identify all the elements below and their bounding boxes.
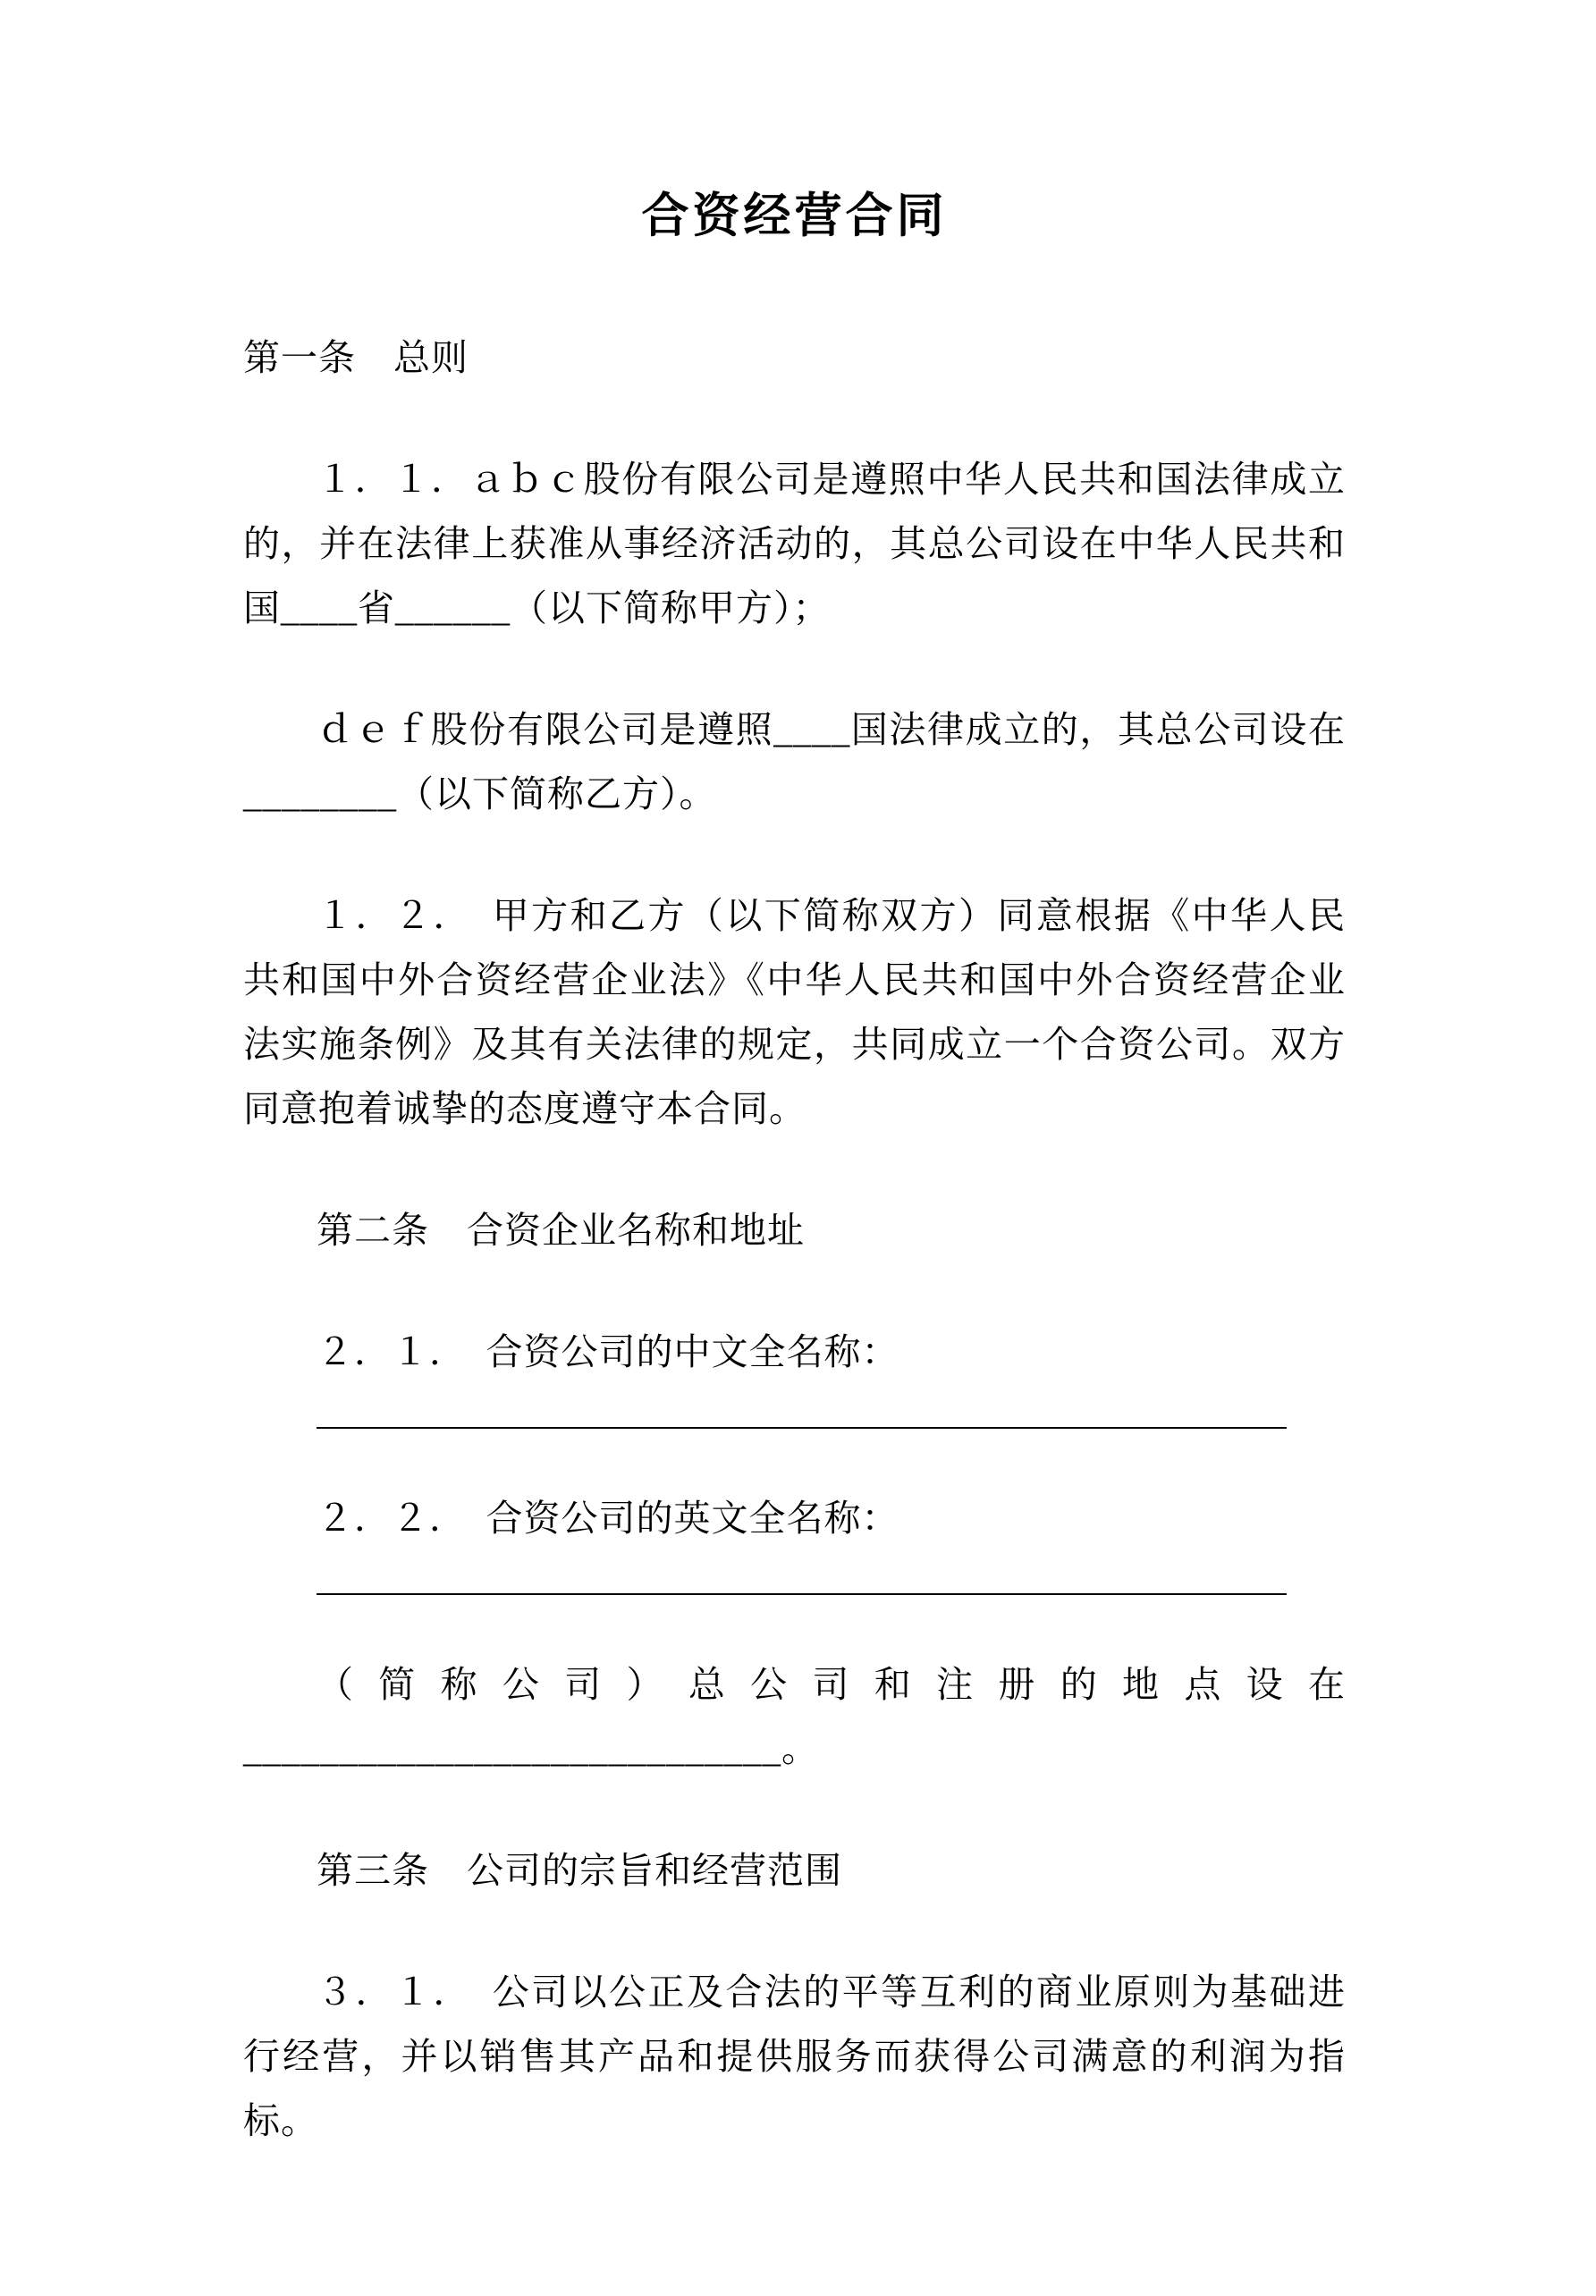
section-heading-1: 第一条 总则 bbox=[243, 337, 469, 378]
section-heading-3: 第三条 公司的宗旨和经营范围 bbox=[317, 1850, 842, 1891]
clause-2-1: ２．１． 合资公司的中文全名称： bbox=[317, 1331, 899, 1372]
blank-underline-chinese-name bbox=[317, 1427, 1287, 1429]
section-heading-2: 第二条 合资企业名称和地址 bbox=[317, 1210, 805, 1251]
blank-underline-english-name bbox=[317, 1593, 1287, 1595]
clause-3-1: ３．１． 公司以公正及合法的平等互利的商业原则为基础进行经营，并以销售其产品和提供服务而获得公司满意的利润为指标。 bbox=[243, 1971, 1346, 2141]
clause-party-b: ｄｅｆ股份有限公司是遵照____国法律成立的，其总公司设在________（以下简称乙方）。 bbox=[243, 709, 1346, 815]
clause-1-2: １．２． 甲方和乙方（以下简称双方）同意根据《中华人民共和国中外合资经营企业法》《中华人民共和国中外合资经营企业法实施条例》及其有关法律的规定，共同成立一个合资公司。双方同意抱着诚挚的态度遵守本合同。 bbox=[243, 895, 1346, 1129]
clause-1-1: １．１．ａｂｃ股份有限公司是遵照中华人民共和国法律成立的，并在法律上获准从事经济活动的，其总公司设在中华人民共和国____省______（以下简称甲方）； bbox=[243, 459, 1346, 629]
clause-registered-address: （简称公司）总公司和注册的地点设在____________________________。 bbox=[243, 1664, 1346, 1769]
document-title: 合资经营合同 bbox=[641, 190, 948, 242]
clause-2-2: ２．２． 合资公司的英文全名称： bbox=[317, 1498, 899, 1539]
